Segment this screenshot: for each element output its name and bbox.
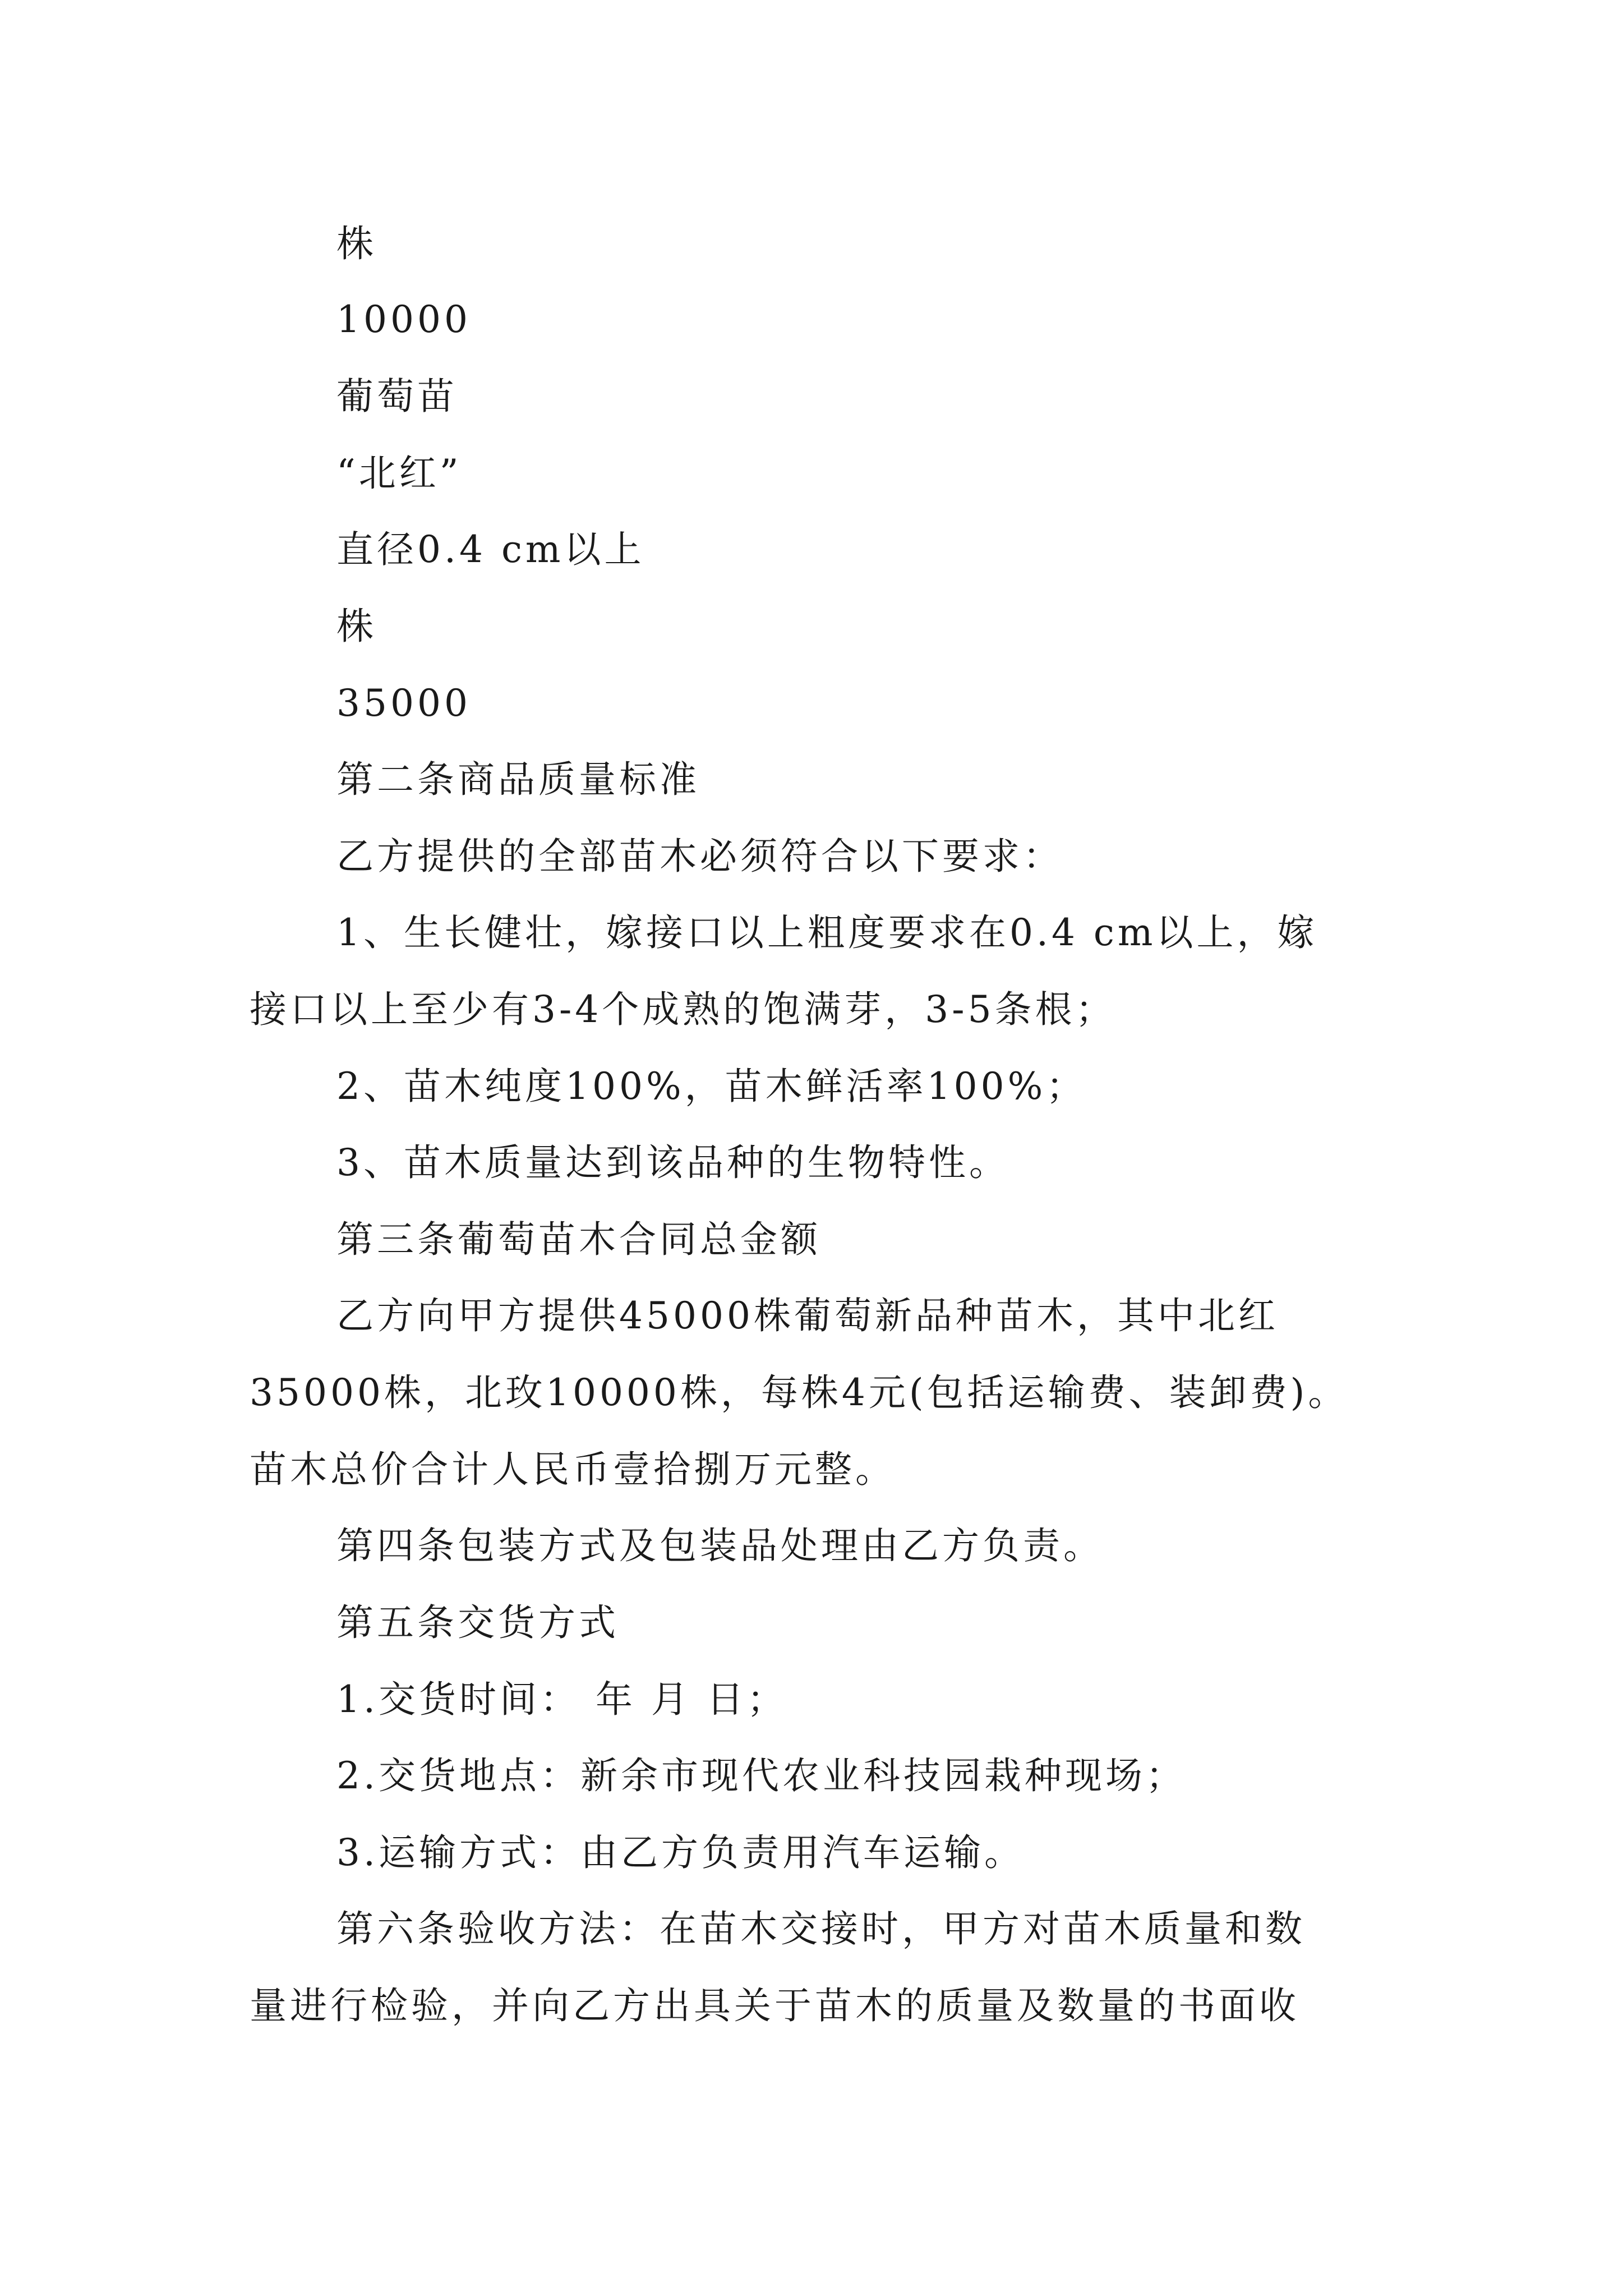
paragraph-line: 1、生长健壮，嫁接口以上粗度要求在0.4 cm以上，嫁: [336, 911, 1318, 954]
paragraph-line: 35000株，北玫10000株，每株4元(包括运输费、装卸费)。: [250, 1371, 1349, 1414]
text-line-quantity: 35000: [336, 682, 471, 725]
paragraph-line: 乙方提供的全部苗木必须符合以下要求：: [336, 835, 1063, 878]
paragraph-line: 3.运输方式：由乙方负责用汽车运输。: [336, 1831, 1025, 1874]
text-line-quantity: 10000: [336, 298, 471, 341]
paragraph-line: 2.交货地点：新余市现代农业科技园栽种现场；: [336, 1754, 1186, 1797]
paragraph-line: 乙方向甲方提供45000株葡萄新品种苗木，其中北红: [336, 1294, 1279, 1337]
section-heading-acceptance: 第六条验收方法：在苗木交接时，甲方对苗木质量和数: [336, 1907, 1306, 1950]
paragraph-line: 量进行检验，并向乙方出具关于苗木的质量及数量的书面收: [250, 1984, 1299, 2027]
text-line-unit: 株: [336, 605, 377, 648]
paragraph-line: 苗木总价合计人民币壹拾捌万元整。: [250, 1448, 896, 1491]
section-heading-delivery: 第五条交货方式: [336, 1601, 619, 1644]
text-line-variety: “北红”: [336, 452, 462, 495]
section-heading-packaging: 第四条包装方式及包装品处理由乙方负责。: [336, 1524, 1104, 1567]
section-heading-amount: 第三条葡萄苗木合同总金额: [336, 1218, 821, 1261]
text-line-spec: 直径0.4 cm以上: [336, 528, 645, 571]
paragraph-line: 2、苗木纯度100%，苗木鲜活率100%；: [336, 1065, 1087, 1108]
section-heading-quality: 第二条商品质量标准: [336, 758, 700, 801]
paragraph-line: 接口以上至少有3-4个成熟的饱满芽，3-5条根；: [250, 988, 1116, 1031]
paragraph-line: 1.交货时间： 年 月 日；: [336, 1678, 787, 1721]
text-line-product: 葡萄苗: [336, 375, 458, 418]
text-line-unit: 株: [336, 222, 377, 265]
paragraph-line: 3、苗木质量达到该品种的生物特性。: [336, 1141, 1009, 1184]
